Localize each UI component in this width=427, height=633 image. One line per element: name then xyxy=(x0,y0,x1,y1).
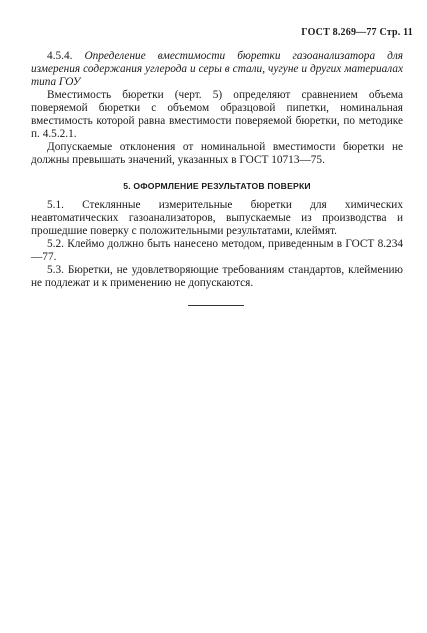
paragraph-5-1: 5.1. Стеклянные измерительные бюретки для химических неавтоматических газоанализаторов, выпускаемые из производства и прошедшие поверку с положительными результатами, клеймят. xyxy=(31,199,403,237)
paragraph-4-5-4-tolerance: Допускаемые отклонения от номинальной вместимости бюретки не должны превышать значений, указанных в ГОСТ 10713—75. xyxy=(31,141,403,166)
page-content xyxy=(31,50,403,290)
paragraph-title: Определение вместимости бюретки газоанализатора для измерения содержания углерода и серы в стали, чугуне и других материалах типа ГОУ xyxy=(31,50,404,88)
end-divider xyxy=(188,305,244,306)
paragraph-number: 4.5.4. xyxy=(47,50,73,62)
paragraph-5-2: 5.2. Клеймо должно быть нанесено методом, приведенным в ГОСТ 8.234—77. xyxy=(31,238,403,263)
paragraph-4-5-4-heading xyxy=(31,50,403,89)
page-header: ГОСТ 8.269—77 Стр. 11 xyxy=(301,27,413,38)
paragraph-4-5-4-body: Вместимость бюретки (черт. 5) определяют сравнением объема поверяемой бюретки с объемом образцовой пипетки, номинальная вместимость которой равна вместимости поверяемой бюретки, по методике п. 4.5.2.1. xyxy=(31,89,403,140)
section-5-title: 5. ОФОРМЛЕНИЕ РЕЗУЛЬТАТОВ ПОВЕРКИ xyxy=(123,181,311,191)
paragraph-5-3: 5.3. Бюретки, не удовлетворяющие требованиям стандартов, клеймению не подлежат и к применению не допускаются. xyxy=(31,264,403,289)
